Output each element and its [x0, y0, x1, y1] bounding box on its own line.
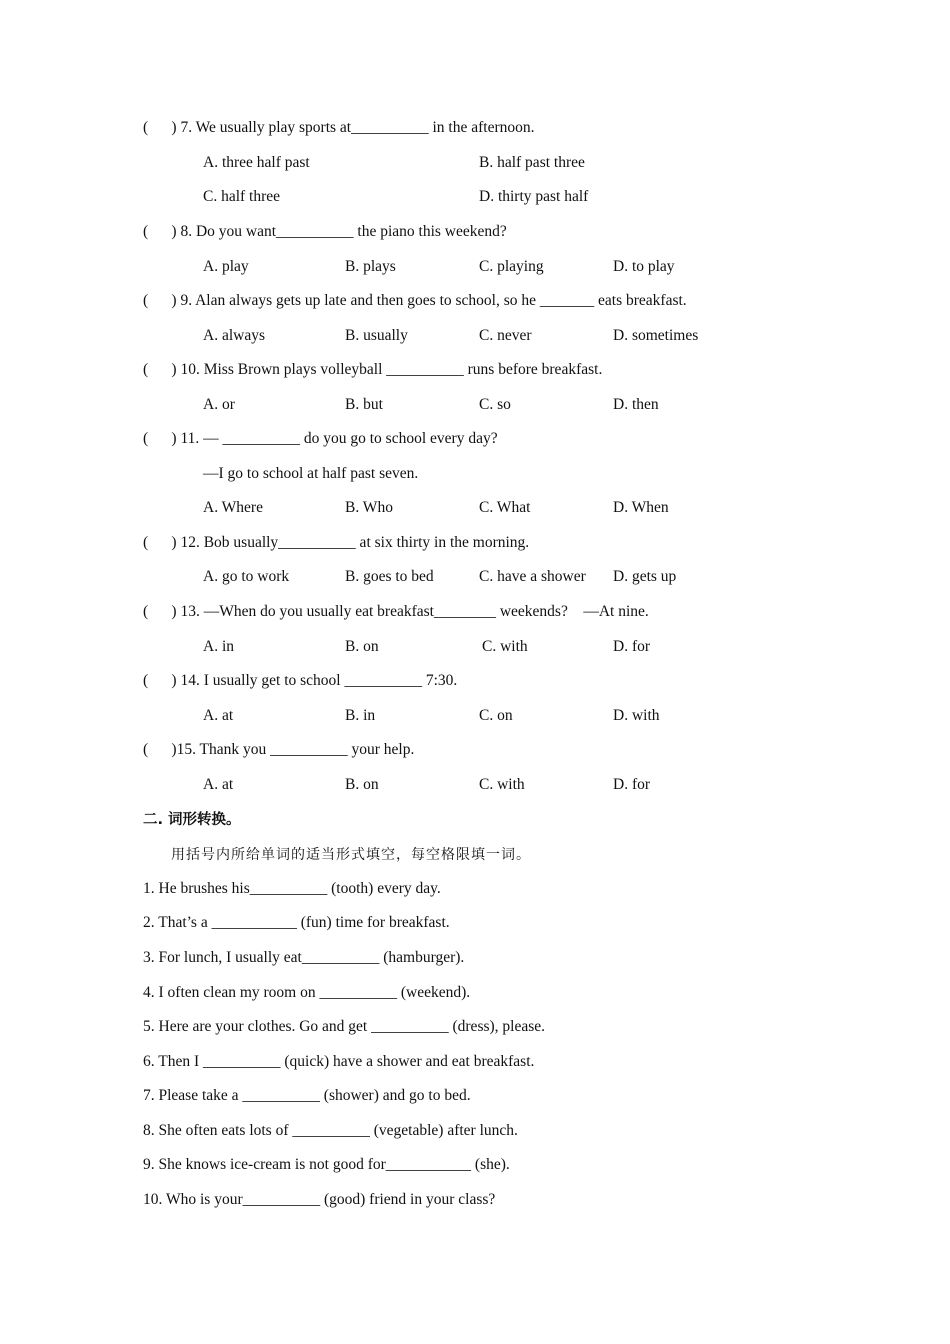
- q12-option-a: A. go to work: [203, 568, 290, 585]
- q14-option-c: C. on: [479, 707, 513, 724]
- question-15-stem: ( )15. Thank you __________ your help.: [143, 741, 415, 758]
- q11-option-a: A. Where: [203, 499, 263, 516]
- q7-option-c: C. half three: [203, 188, 281, 205]
- word-form-item-5: 5. Here are your clothes. Go and get __________ (dress), please.: [143, 1018, 546, 1035]
- word-form-item-10: 10. Who is your__________ (good) friend in your class?: [143, 1191, 496, 1208]
- word-form-item-8: 8. She often eats lots of __________ (vegetable) after lunch.: [143, 1122, 518, 1139]
- section-2-title: 二. 词形转换。: [143, 812, 241, 828]
- q14-option-b: B. in: [345, 707, 376, 724]
- question-8-stem: ( ) 8. Do you want__________ the piano this weekend?: [143, 223, 507, 240]
- word-form-item-1: 1. He brushes his__________ (tooth) every day.: [143, 880, 441, 897]
- q9-option-a: A. always: [203, 327, 265, 344]
- q7-option-d: D. thirty past half: [479, 188, 589, 205]
- q8-option-c: C. playing: [479, 258, 544, 275]
- q13-option-c: C. with: [482, 638, 528, 655]
- section-2-instruction: 用括号内所给单词的适当形式填空，每空格限填一词。: [171, 847, 531, 863]
- q15-option-a: A. at: [203, 776, 234, 793]
- q14-option-d: D. with: [613, 707, 660, 724]
- question-12-stem: ( ) 12. Bob usually__________ at six thirty in the morning.: [143, 534, 530, 551]
- q10-option-b: B. but: [345, 396, 383, 413]
- word-form-item-7: 7. Please take a __________ (shower) and go to bed.: [143, 1087, 471, 1104]
- question-10-stem: ( ) 10. Miss Brown plays volleyball __________ runs before breakfast.: [143, 361, 603, 378]
- question-11-reply: —I go to school at half past seven.: [203, 465, 419, 482]
- question-7-stem: ( ) 7. We usually play sports at__________ in the afternoon.: [143, 119, 535, 136]
- q12-option-b: B. goes to bed: [345, 568, 434, 585]
- word-form-item-3: 3. For lunch, I usually eat__________ (hamburger).: [143, 949, 465, 966]
- q10-option-c: C. so: [479, 396, 511, 413]
- word-form-item-2: 2. That’s a ___________ (fun) time for breakfast.: [143, 914, 450, 931]
- q10-option-d: D. then: [613, 396, 659, 413]
- q15-option-b: B. on: [345, 776, 379, 793]
- q15-option-c: C. with: [479, 776, 525, 793]
- q14-option-a: A. at: [203, 707, 234, 724]
- q12-option-d: D. gets up: [613, 568, 677, 585]
- q13-option-a: A. in: [203, 638, 234, 655]
- q13-option-b: B. on: [345, 638, 379, 655]
- question-14-stem: ( ) 14. I usually get to school __________ 7:30.: [143, 672, 458, 689]
- q12-option-c: C. have a shower: [479, 568, 586, 585]
- q9-option-d: D. sometimes: [613, 327, 699, 344]
- q15-option-d: D. for: [613, 776, 651, 793]
- q8-option-d: D. to play: [613, 258, 675, 275]
- q11-option-c: C. What: [479, 499, 531, 516]
- q7-option-a: A. three half past: [203, 154, 310, 171]
- question-9-stem: ( ) 9. Alan always gets up late and then goes to school, so he _______ eats breakfast.: [143, 292, 687, 309]
- q10-option-a: A. or: [203, 396, 235, 413]
- q8-option-a: A. play: [203, 258, 249, 275]
- q11-option-b: B. Who: [345, 499, 393, 516]
- q9-option-c: C. never: [479, 327, 532, 344]
- question-13-stem: ( ) 13. —When do you usually eat breakfast________ weekends? —At nine.: [143, 603, 649, 620]
- question-11-stem: ( ) 11. — __________ do you go to school every day?: [143, 430, 498, 447]
- q8-option-b: B. plays: [345, 258, 396, 275]
- q7-option-b: B. half past three: [479, 154, 585, 171]
- word-form-item-4: 4. I often clean my room on __________ (weekend).: [143, 984, 471, 1001]
- word-form-item-9: 9. She knows ice-cream is not good for___________ (she).: [143, 1156, 510, 1173]
- word-form-item-6: 6. Then I __________ (quick) have a shower and eat breakfast.: [143, 1053, 535, 1070]
- q11-option-d: D. When: [613, 499, 669, 516]
- q13-option-d: D. for: [613, 638, 651, 655]
- q9-option-b: B. usually: [345, 327, 408, 344]
